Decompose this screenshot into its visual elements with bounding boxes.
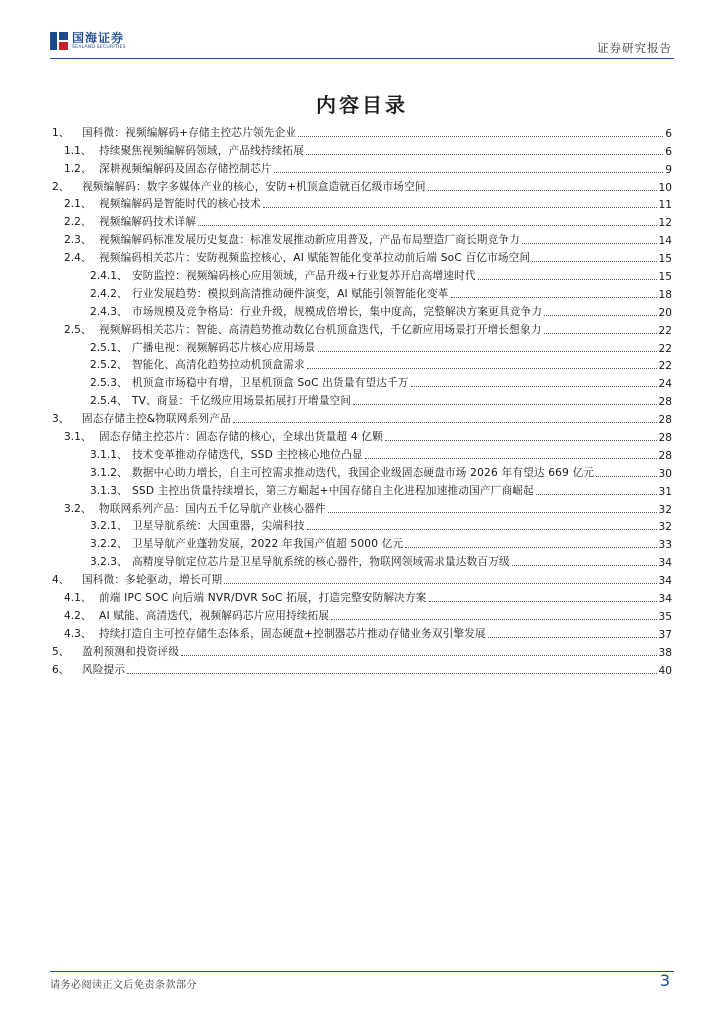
toc-entry[interactable] bbox=[50, 194, 672, 212]
toc-entry[interactable] bbox=[50, 265, 672, 283]
company-logo bbox=[50, 30, 126, 52]
toc-entry-number: 2.4.2、 bbox=[90, 287, 128, 300]
toc-entry[interactable] bbox=[50, 551, 672, 569]
toc-dot-leader bbox=[274, 172, 664, 173]
toc-entry-number: 4.1、 bbox=[64, 592, 92, 605]
toc-entry-title: 高精度导航定位芯片是卫星导航系统的核心器件，物联网领域需求量达数百万级 bbox=[132, 556, 510, 569]
toc-entry-title: 国科微：多轮驱动，增长可期 bbox=[82, 574, 223, 587]
toc-dot-leader bbox=[451, 297, 657, 298]
toc-dot-leader bbox=[318, 351, 657, 352]
logo-icon bbox=[50, 32, 68, 50]
report-type-label: 证券研究报告 bbox=[597, 41, 672, 55]
toc-entry-title: 卫星导航产业蓬勃发展，2022 年我国产值超 5000 亿元 bbox=[132, 538, 404, 551]
toc-dot-leader bbox=[512, 565, 657, 566]
toc-entry-number: 2.5、 bbox=[64, 323, 92, 336]
toc-entry-number: 2.1、 bbox=[64, 198, 92, 211]
toc-entry[interactable] bbox=[50, 140, 672, 158]
toc-entry-title: 广播电视：视频解码芯片核心应用场景 bbox=[132, 341, 316, 354]
toc-entry-page: 18 bbox=[658, 288, 672, 301]
toc-entry[interactable] bbox=[50, 176, 672, 194]
toc-dot-leader bbox=[233, 422, 657, 423]
toc-entry[interactable] bbox=[50, 641, 672, 659]
toc-entry-page: 34 bbox=[658, 557, 672, 570]
toc-entry-title: SSD 主控出货量持续增长，第三方崛起+中国存储自主化进程加速推动国产厂商崛起 bbox=[132, 484, 534, 497]
toc-entry[interactable] bbox=[50, 623, 672, 641]
toc-entry-title: 固态存储主控&物联网系列产品 bbox=[82, 413, 231, 426]
toc-entry[interactable] bbox=[50, 408, 672, 426]
toc-entry[interactable] bbox=[50, 211, 672, 229]
footer-disclaimer: 请务必阅读正文后免责条款部分 bbox=[50, 980, 197, 991]
toc-dot-leader bbox=[127, 673, 656, 674]
toc-dot-leader bbox=[544, 315, 656, 316]
logo-name-en: SEALAND SECURITIES bbox=[72, 44, 126, 50]
toc-entry-page: 40 bbox=[658, 664, 672, 677]
toc-entry-number: 3.2.1、 bbox=[90, 520, 128, 533]
toc-entry-page: 34 bbox=[658, 575, 672, 588]
toc-entry-number: 2.4.3、 bbox=[90, 305, 128, 318]
toc-entry-title: 风险提示 bbox=[82, 663, 126, 676]
toc-entry-title: 视频编解码是智能时代的核心技术 bbox=[99, 198, 261, 211]
toc-entry-title: 数据中心助力增长，自主可控需求推动迭代，我国企业级固态硬盘市场 2026 年有望达 669 亿元 bbox=[132, 466, 595, 479]
toc-dot-leader bbox=[306, 154, 663, 155]
toc-entry-page: 6 bbox=[665, 127, 672, 140]
toc-entry-title: AI 赋能、高清迭代，视频解码芯片应用持续拓展 bbox=[99, 609, 330, 622]
toc-entry[interactable] bbox=[50, 283, 672, 301]
toc-entry[interactable] bbox=[50, 158, 672, 176]
toc-dot-leader bbox=[429, 601, 657, 602]
toc-entry-page: 34 bbox=[658, 593, 672, 606]
toc-entry-number: 4、 bbox=[52, 574, 70, 587]
toc-entry-page: 38 bbox=[658, 646, 672, 659]
toc-entry-page: 35 bbox=[658, 610, 672, 623]
toc-entry-number: 3.1、 bbox=[64, 431, 92, 444]
toc-entry[interactable] bbox=[50, 533, 672, 551]
toc-entry-title: 深耕视频编解码及固态存储控制芯片 bbox=[99, 162, 272, 175]
toc-entry-number: 3.1.1、 bbox=[90, 448, 128, 461]
toc-entry-page: 31 bbox=[658, 485, 672, 498]
toc-entry[interactable] bbox=[50, 337, 672, 355]
toc-entry[interactable] bbox=[50, 355, 672, 373]
toc-entry-title: 市场规模及竞争格局：行业升级，规模成倍增长，集中度高，完整解决方案更具竞争力 bbox=[132, 305, 543, 318]
toc-entry-number: 2.5.3、 bbox=[90, 377, 128, 390]
toc-entry[interactable] bbox=[50, 569, 672, 587]
toc-entry-title: 技术变革推动存储迭代，SSD 主控核心地位凸显 bbox=[132, 448, 363, 461]
toc-entry-page: 22 bbox=[658, 324, 672, 337]
toc-entry-page: 15 bbox=[658, 253, 672, 266]
toc-entry-page: 32 bbox=[658, 521, 672, 534]
toc-entry-number: 2.2、 bbox=[64, 216, 92, 229]
toc-entry[interactable] bbox=[50, 426, 672, 444]
toc-entry-page: 15 bbox=[658, 271, 672, 284]
toc-entry-number: 4.3、 bbox=[64, 627, 92, 640]
toc-entry[interactable] bbox=[50, 659, 672, 677]
toc-entry-page: 6 bbox=[665, 145, 672, 158]
toc-entry-number: 3、 bbox=[52, 413, 70, 426]
toc-entry[interactable] bbox=[50, 247, 672, 265]
toc-entry-page: 9 bbox=[665, 163, 672, 176]
toc-dot-leader bbox=[385, 440, 657, 441]
toc-entry-title: 智能化、高清化趋势拉动机顶盒需求 bbox=[132, 359, 305, 372]
toc-entry-number: 1.1、 bbox=[64, 144, 92, 157]
toc-entry-title: 固态存储主控芯片：固态存储的核心，全球出货量超 4 亿颗 bbox=[99, 431, 383, 444]
toc-entry-page: 11 bbox=[658, 199, 672, 212]
toc-entry[interactable] bbox=[50, 587, 672, 605]
footer-divider bbox=[50, 971, 674, 972]
toc-dot-leader bbox=[405, 547, 656, 548]
toc-entry-number: 2.5.2、 bbox=[90, 359, 128, 372]
toc-entry[interactable] bbox=[50, 480, 672, 498]
logo-name-cn: 国海证券 bbox=[72, 30, 125, 45]
toc-entry-number: 2、 bbox=[52, 180, 70, 193]
toc-entry-title: 视频编解码标准发展历史复盘：标准发展推动新应用普及，产品布局塑造厂商长期竞争力 bbox=[99, 234, 520, 247]
toc-entry-page: 24 bbox=[658, 378, 672, 391]
toc-entry-page: 22 bbox=[658, 360, 672, 373]
toc-entry-title: 卫星导航系统：大国重器，尖端科技 bbox=[132, 520, 305, 533]
toc-dot-leader bbox=[331, 619, 656, 620]
toc-entry-title: 视频编解码技术详解 bbox=[99, 216, 197, 229]
toc-dot-leader bbox=[298, 136, 663, 137]
toc-entry-number: 3.2.2、 bbox=[90, 538, 128, 551]
toc-dot-leader bbox=[198, 225, 656, 226]
table-of-contents bbox=[50, 122, 672, 677]
toc-entry-title: 视频编解码：数字多媒体产业的核心，安防+机顶盒造就百亿级市场空间 bbox=[82, 180, 426, 193]
toc-entry-page: 12 bbox=[658, 217, 672, 230]
toc-entry-number: 1.2、 bbox=[64, 162, 92, 175]
toc-dot-leader bbox=[536, 494, 657, 495]
toc-dot-leader bbox=[328, 512, 657, 513]
toc-entry[interactable] bbox=[50, 444, 672, 462]
toc-entry[interactable] bbox=[50, 516, 672, 534]
toc-entry[interactable] bbox=[50, 372, 672, 390]
toc-entry-number: 2.4、 bbox=[64, 252, 92, 265]
toc-entry-title: 前端 IPC SOC 向后端 NVR/DVR SoC 拓展，打造完整安防解决方案 bbox=[99, 592, 427, 605]
toc-entry-number: 4.2、 bbox=[64, 609, 92, 622]
toc-entry-page: 28 bbox=[658, 396, 672, 409]
toc-entry-title: 持续打造自主可控存储生态体系，固态硬盘+控制器芯片推动存储业务双引擎发展 bbox=[99, 627, 486, 640]
toc-dot-leader bbox=[411, 386, 657, 387]
toc-entry-title: 国科微：视频编解码+存储主控芯片领先企业 bbox=[82, 126, 297, 139]
toc-entry-title: 视频解码相关芯片：智能、高清趋势推动数亿台机顶盒迭代，千亿新应用场景打开增长想象力 bbox=[99, 323, 542, 336]
toc-entry-title: 行业发展趋势：模拟到高清推动硬件演变，AI 赋能引领智能化变革 bbox=[132, 287, 449, 300]
toc-entry-title: TV、商显：千亿级应用场景拓展打开增量空间 bbox=[132, 395, 352, 408]
toc-entry-page: 22 bbox=[658, 342, 672, 355]
toc-entry-number: 2.4.1、 bbox=[90, 270, 128, 283]
toc-entry-number: 2.3、 bbox=[64, 234, 92, 247]
toc-dot-leader bbox=[365, 458, 657, 459]
toc-dot-leader bbox=[428, 190, 657, 191]
toc-entry[interactable] bbox=[50, 301, 672, 319]
toc-entry-title: 物联网系列产品：国内五千亿导航产业核心器件 bbox=[99, 502, 326, 515]
toc-entry-number: 3.1.2、 bbox=[90, 466, 128, 479]
toc-entry-page: 20 bbox=[658, 306, 672, 319]
toc-entry-page: 14 bbox=[658, 235, 672, 248]
toc-entry[interactable] bbox=[50, 462, 672, 480]
toc-entry[interactable] bbox=[50, 390, 672, 408]
toc-entry-title: 机顶盒市场稳中有增，卫星机顶盒 SoC 出货量有望达千万 bbox=[132, 377, 409, 390]
toc-entry-page: 28 bbox=[658, 449, 672, 462]
toc-entry[interactable] bbox=[50, 229, 672, 247]
toc-entry-page: 37 bbox=[658, 628, 672, 641]
toc-entry-page: 10 bbox=[658, 181, 672, 194]
toc-entry-title: 盈利预测和投资评级 bbox=[82, 645, 180, 658]
toc-dot-leader bbox=[544, 333, 657, 334]
toc-entry-title: 持续聚焦视频编解码领域，产品线持续拓展 bbox=[99, 144, 305, 157]
toc-entry-number: 1、 bbox=[52, 126, 70, 139]
toc-dot-leader bbox=[596, 476, 656, 477]
toc-entry-number: 3.2、 bbox=[64, 502, 92, 515]
toc-dot-leader bbox=[522, 243, 657, 244]
toc-entry-number: 2.5.4、 bbox=[90, 395, 128, 408]
toc-entry-page: 28 bbox=[658, 414, 672, 427]
toc-entry-number: 5、 bbox=[52, 645, 70, 658]
toc-entry-page: 28 bbox=[658, 432, 672, 445]
toc-entry-page: 30 bbox=[658, 467, 672, 480]
toc-dot-leader bbox=[353, 404, 656, 405]
toc-dot-leader bbox=[532, 261, 656, 262]
toc-entry[interactable] bbox=[50, 319, 672, 337]
toc-entry-number: 3.1.3、 bbox=[90, 484, 128, 497]
toc-dot-leader bbox=[181, 655, 656, 656]
toc-entry-number: 3.2.3、 bbox=[90, 556, 128, 569]
toc-entry[interactable] bbox=[50, 605, 672, 623]
toc-entry[interactable] bbox=[50, 122, 672, 140]
toc-entry-page: 32 bbox=[658, 503, 672, 516]
page-number: 3 bbox=[659, 971, 670, 990]
toc-dot-leader bbox=[263, 207, 657, 208]
toc-entry[interactable] bbox=[50, 498, 672, 516]
page-title: 内容目录 bbox=[316, 93, 408, 117]
toc-dot-leader bbox=[307, 368, 657, 369]
header-divider bbox=[50, 58, 674, 59]
toc-dot-leader bbox=[488, 637, 657, 638]
toc-dot-leader bbox=[307, 529, 657, 530]
toc-entry-title: 安防监控：视频编码核心应用领域，产品升级+行业复苏开启高增速时代 bbox=[132, 270, 476, 283]
toc-entry-number: 6、 bbox=[52, 663, 70, 676]
toc-dot-leader bbox=[478, 279, 657, 280]
toc-dot-leader bbox=[224, 583, 656, 584]
toc-entry-title: 视频编码相关芯片：安防视频监控核心，AI 赋能智能化变革拉动前后端 SoC 百亿市场空间 bbox=[99, 252, 531, 265]
toc-entry-number: 2.5.1、 bbox=[90, 341, 128, 354]
toc-entry-page: 33 bbox=[658, 539, 672, 552]
